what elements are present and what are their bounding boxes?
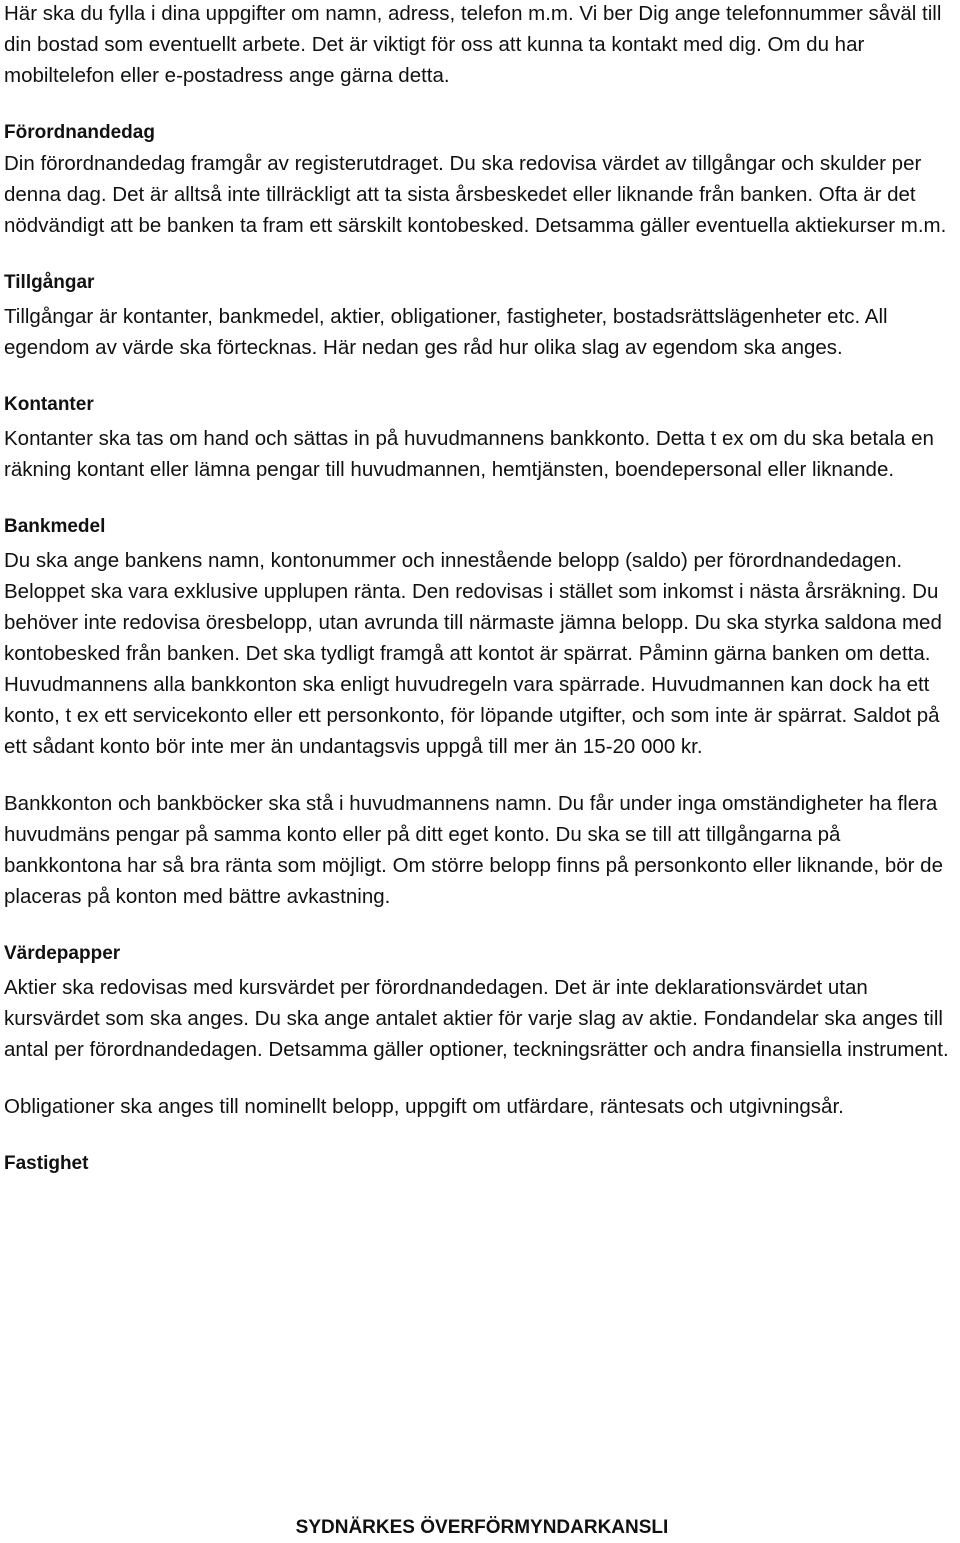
paragraph-vardepapper-1: Aktier ska redovisas med kursvärdet per förordnandedagen. Det är inte deklarationsvärdet utan kursvärdet som ska anges. Du ska ange antalet aktier för varje slag av aktie. Fondandelar ska anges till antal per förordnandedagen. Detsamma gäller optioner, teckningsrätter och andra finansiella instrument.	[4, 976, 949, 1061]
heading-forordnandedag: Förordnandedag	[4, 122, 155, 143]
paragraph-bankmedel-1: Du ska ange bankens namn, kontonummer och innestående belopp (saldo) per förordnandedagen. Beloppet ska vara exklusive upplupen ränta. Den redovisas i stället som inkomst i nästa årsräkning. Du behöver inte redovisa öresbelopp, utan avrunda till närmaste jämna belopp. Du ska styrka saldona med kontobesked från banken. Det ska tydligt framgå att kontot är spärrat. Påminn gärna banken om detta. Huvudmannens alla bankkonton ska enligt huvudregeln vara spärrade. Huvudmannen kan dock ha ett konto, t ex ett servicekonto eller ett personkonto, för löpande utgifter, och som inte är spärrat. Saldot på ett sådant konto bör inte mer än undantagsvis uppgå till mer än 15-20 000 kr.	[4, 549, 942, 758]
paragraph-bankmedel-2: Bankkonton och bankböcker ska stå i huvudmannens namn. Du får under inga omständigheter ha flera huvudmäns pengar på samma konto eller på ditt eget konto. Du ska se till att tillgångarna på bankkontona har så bra ränta som möjligt. Om större belopp finns på personkonto eller liknande, bör de placeras på konton med bättre avkastning.	[4, 792, 943, 908]
paragraph-vardepapper-2: Obligationer ska anges till nominellt belopp, uppgift om utfärdare, räntesats och utgivningsår.	[4, 1095, 844, 1118]
heading-vardepapper: Värdepapper	[4, 943, 121, 964]
heading-bankmedel: Bankmedel	[4, 516, 106, 537]
heading-tillgangar: Tillgångar	[4, 272, 95, 293]
heading-kontanter: Kontanter	[4, 394, 94, 415]
intro-paragraph: Här ska du fylla i dina uppgifter om namn, adress, telefon m.m. Vi ber Dig ange telefonnummer såväl till din bostad som eventuellt arbete. Det är viktigt för oss att kunna ta kontakt med dig. Om du har mobiltelefon eller e-postadress ange gärna detta.	[4, 2, 942, 87]
document-page	[4, 0, 956, 1179]
footer-organization: SYDNÄRKES ÖVERFÖRMYNDARKANSLI	[295, 1517, 669, 1538]
paragraph-forordnandedag: Din förordnandedag framgår av registerutdraget. Du ska redovisa värdet av tillgångar och skulder per denna dag. Det är alltså inte tillräckligt att ta sista årsbeskedet eller liknande från banken. Ofta är det nödvändigt att be banken ta fram ett särskilt kontobesked. Detsamma gäller eventuella aktiekurser m.m.	[4, 152, 947, 237]
paragraph-tillgangar: Tillgångar är kontanter, bankmedel, aktier, obligationer, fastigheter, bostadsrättslägenheter etc. All egendom av värde ska förtecknas. Här nedan ges råd hur olika slag av egendom ska anges.	[4, 305, 888, 359]
heading-fastighet: Fastighet	[4, 1153, 89, 1174]
paragraph-kontanter: Kontanter ska tas om hand och sättas in på huvudmannens bankkonto. Detta t ex om du ska betala en räkning kontant eller lämna pengar till huvudmannen, hemtjänsten, boendepersonal eller liknande.	[4, 427, 934, 481]
